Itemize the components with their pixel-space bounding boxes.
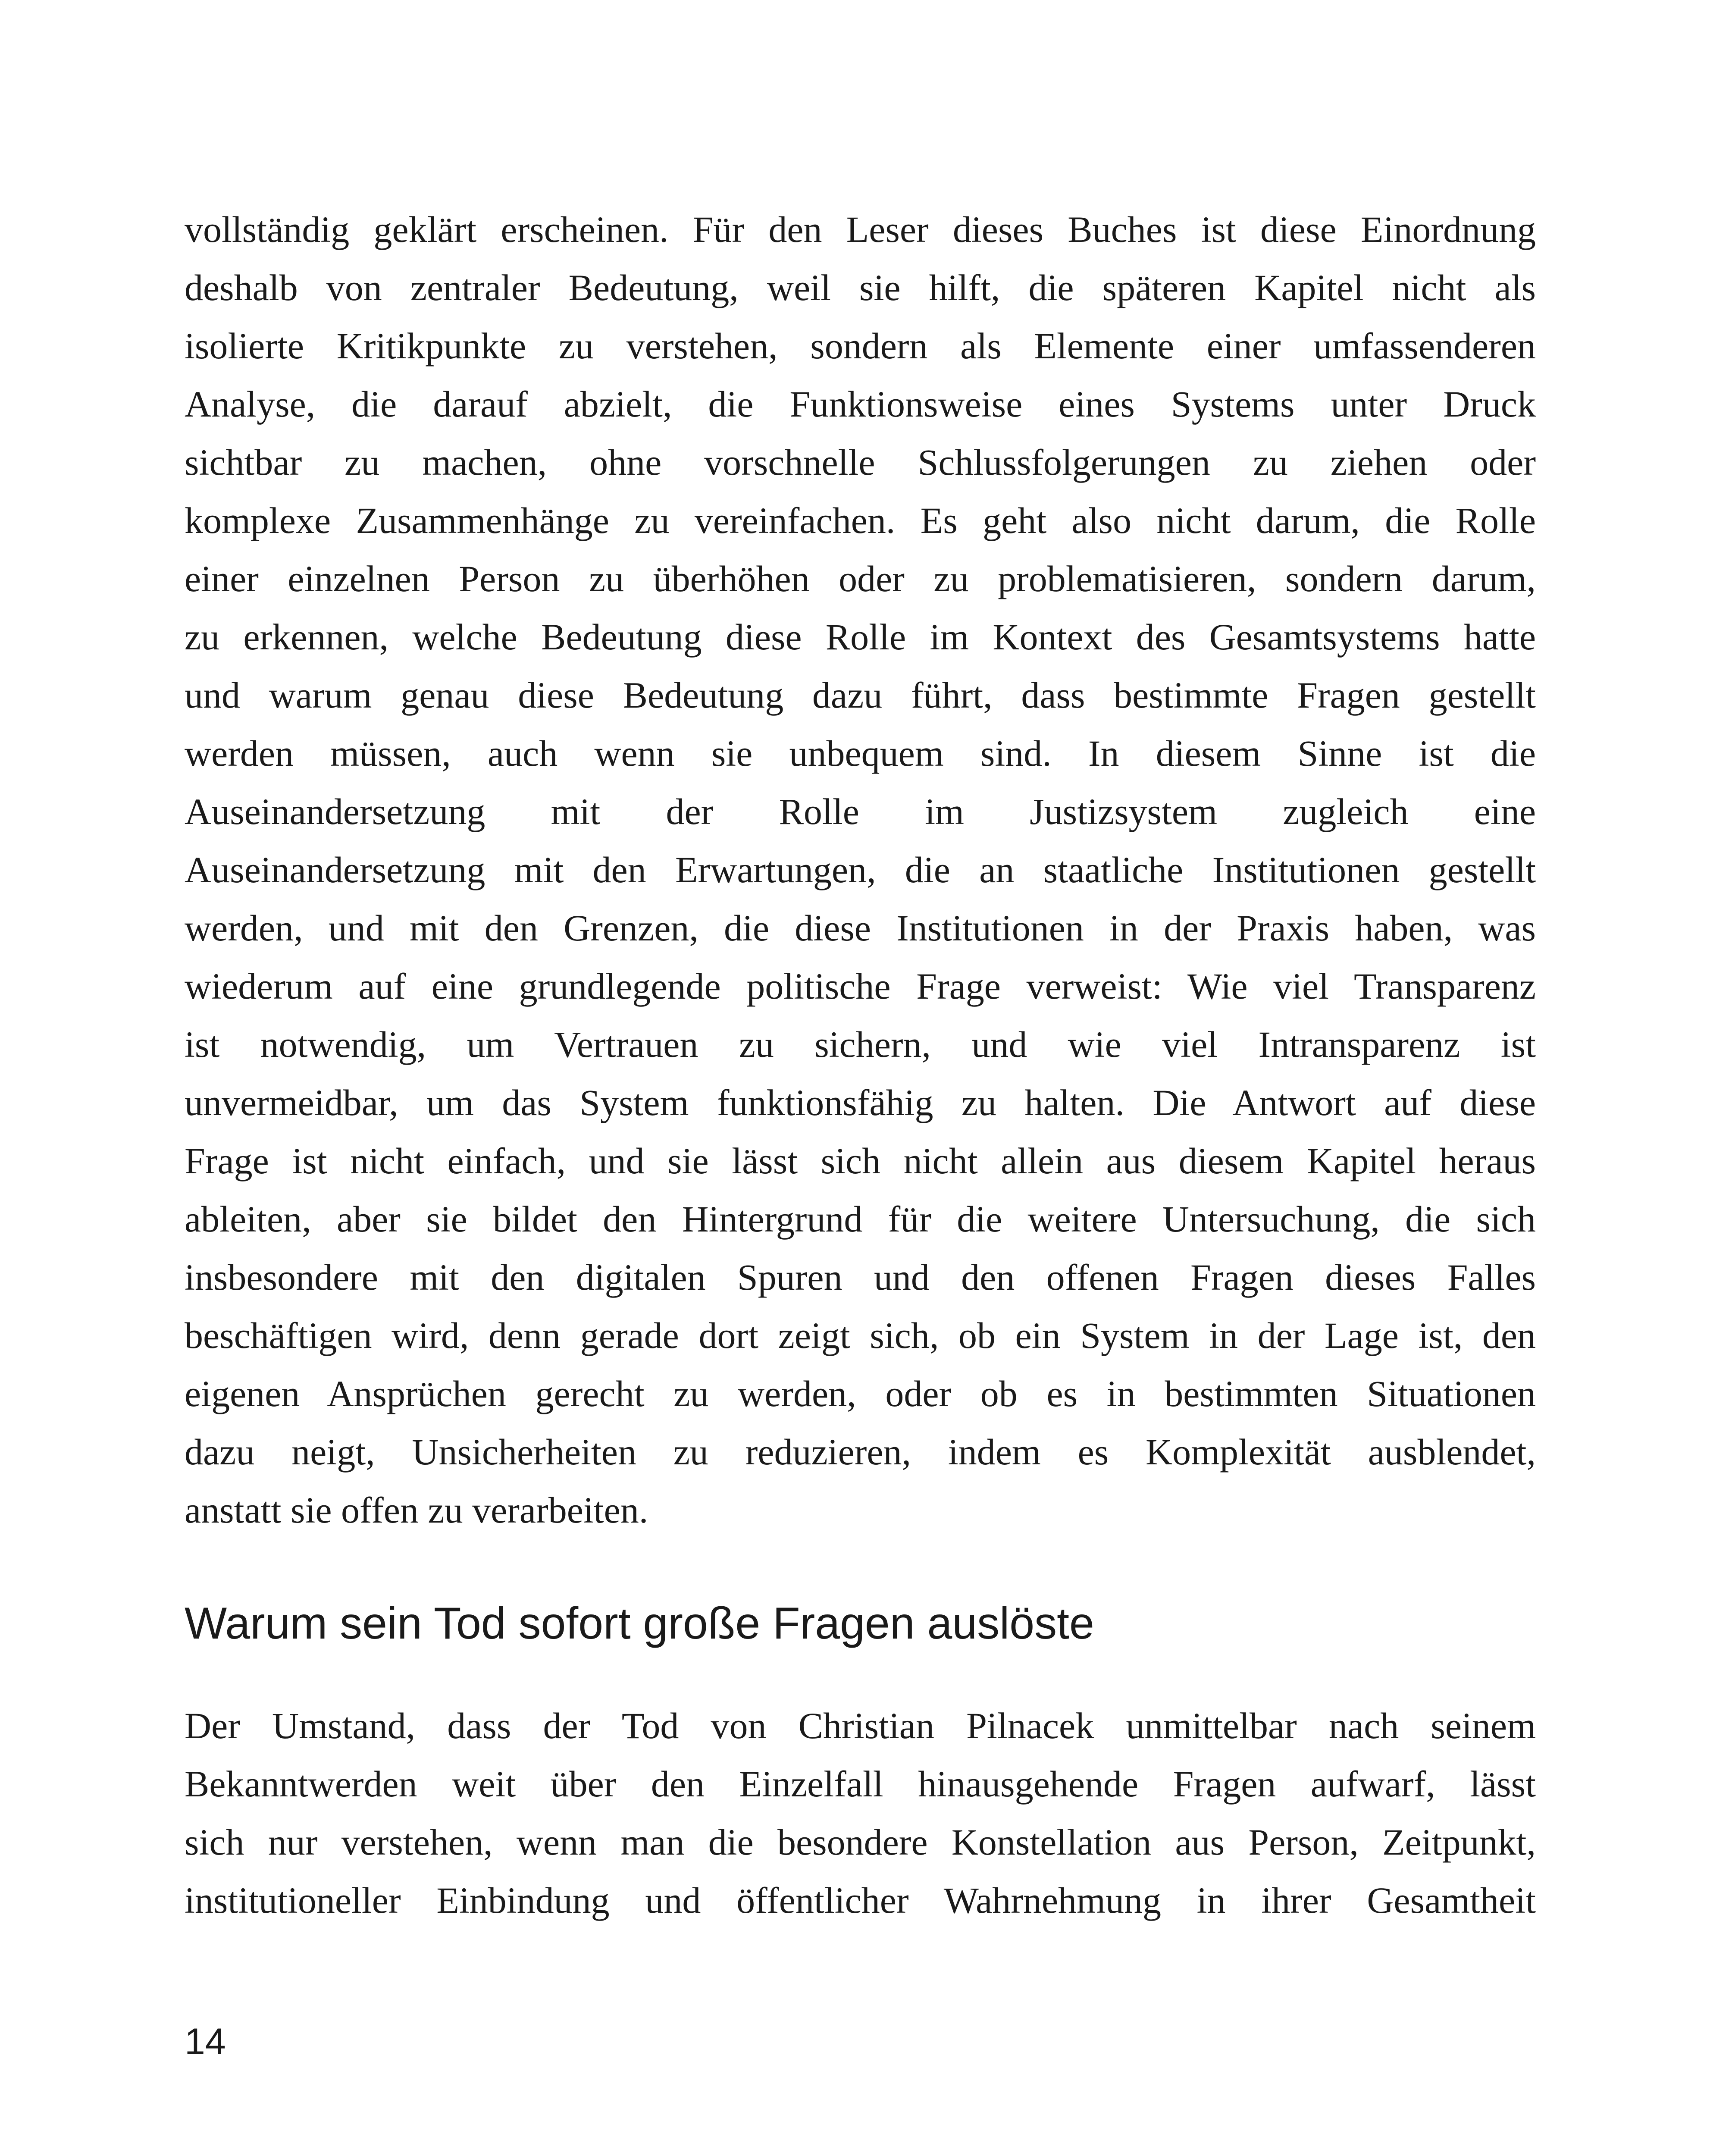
- text-line: eigenen Ansprüchen gerecht zu werden, oder ob es in bestimmten Situationen: [185, 1373, 1536, 1414]
- text-line: Frage ist nicht einfach, und sie lässt sich nicht allein aus diesem Kapitel heraus: [185, 1140, 1536, 1181]
- section-heading: Warum sein Tod sofort große Fragen auslöste: [185, 1598, 1094, 1648]
- text-line: beschäftigen wird, denn gerade dort zeigt sich, ob ein System in der Lage ist, den: [185, 1315, 1536, 1356]
- text-line: einer einzelnen Person zu überhöhen oder zu problematisieren, sondern darum,: [185, 558, 1536, 599]
- text-line: und warum genau diese Bedeutung dazu führt, dass bestimmte Fragen gestellt: [185, 674, 1536, 716]
- text-line: komplexe Zusammenhänge zu vereinfachen. Es geht also nicht darum, die Rolle: [185, 500, 1536, 541]
- text-line: insbesondere mit den digitalen Spuren und den offenen Fragen dieses Falles: [185, 1257, 1536, 1298]
- text-line: isolierte Kritikpunkte zu verstehen, sondern als Elemente einer umfassenderen: [185, 325, 1536, 367]
- text-line: Analyse, die darauf abzielt, die Funktionsweise eines Systems unter Druck: [185, 383, 1536, 425]
- paragraph-text: [185, 201, 1536, 1539]
- text-line: Auseinandersetzung mit den Erwartungen, die an staatliche Institutionen gestellt: [185, 849, 1536, 890]
- text-line: vollständig geklärt erscheinen. Für den Leser dieses Buches ist diese Einordnung: [185, 209, 1536, 250]
- text-line: Der Umstand, dass der Tod von Christian Pilnacek unmittelbar nach seinem: [185, 1705, 1536, 1746]
- text-line: sichtbar zu machen, ohne vorschnelle Schlussfolgerungen zu ziehen oder: [185, 442, 1536, 483]
- text-line: werden müssen, auch wenn sie unbequem sind. In diesem Sinne ist die: [185, 733, 1536, 774]
- text-line: Auseinandersetzung mit der Rolle im Justizsystem zugleich eine: [185, 791, 1536, 832]
- text-line: unvermeidbar, um das System funktionsfähig zu halten. Die Antwort auf diese: [185, 1082, 1536, 1123]
- text-line: wiederum auf eine grundlegende politische Frage verweist: Wie viel Transparenz: [185, 965, 1536, 1007]
- text-line: anstatt sie offen zu verarbeiten.: [185, 1489, 648, 1531]
- text-line: ableiten, aber sie bildet den Hintergrund für die weitere Untersuchung, die sich: [185, 1198, 1536, 1240]
- paragraph-text: [185, 1697, 1536, 1930]
- page-number: 14: [185, 2021, 226, 2062]
- text-line: zu erkennen, welche Bedeutung diese Rolle im Kontext des Gesamtsystems hatte: [185, 616, 1536, 658]
- text-line: sich nur verstehen, wenn man die besondere Konstellation aus Person, Zeitpunkt,: [185, 1821, 1536, 1863]
- text-line: Bekanntwerden weit über den Einzelfall hinausgehende Fragen aufwarf, lässt: [185, 1763, 1536, 1805]
- text-line: dazu neigt, Unsicherheiten zu reduzieren, indem es Komplexität ausblendet,: [185, 1431, 1536, 1473]
- text-line: deshalb von zentraler Bedeutung, weil sie hilft, die späteren Kapitel nicht als: [185, 267, 1536, 308]
- body-paragraph-2: [185, 1697, 1536, 1930]
- text-line: werden, und mit den Grenzen, die diese Institutionen in der Praxis haben, was: [185, 907, 1536, 949]
- text-line: ist notwendig, um Vertrauen zu sichern, und wie viel Intransparenz ist: [185, 1024, 1536, 1065]
- body-paragraph-1: [185, 201, 1536, 1539]
- text-line: institutioneller Einbindung und öffentlicher Wahrnehmung in ihrer Gesamtheit: [185, 1880, 1536, 1921]
